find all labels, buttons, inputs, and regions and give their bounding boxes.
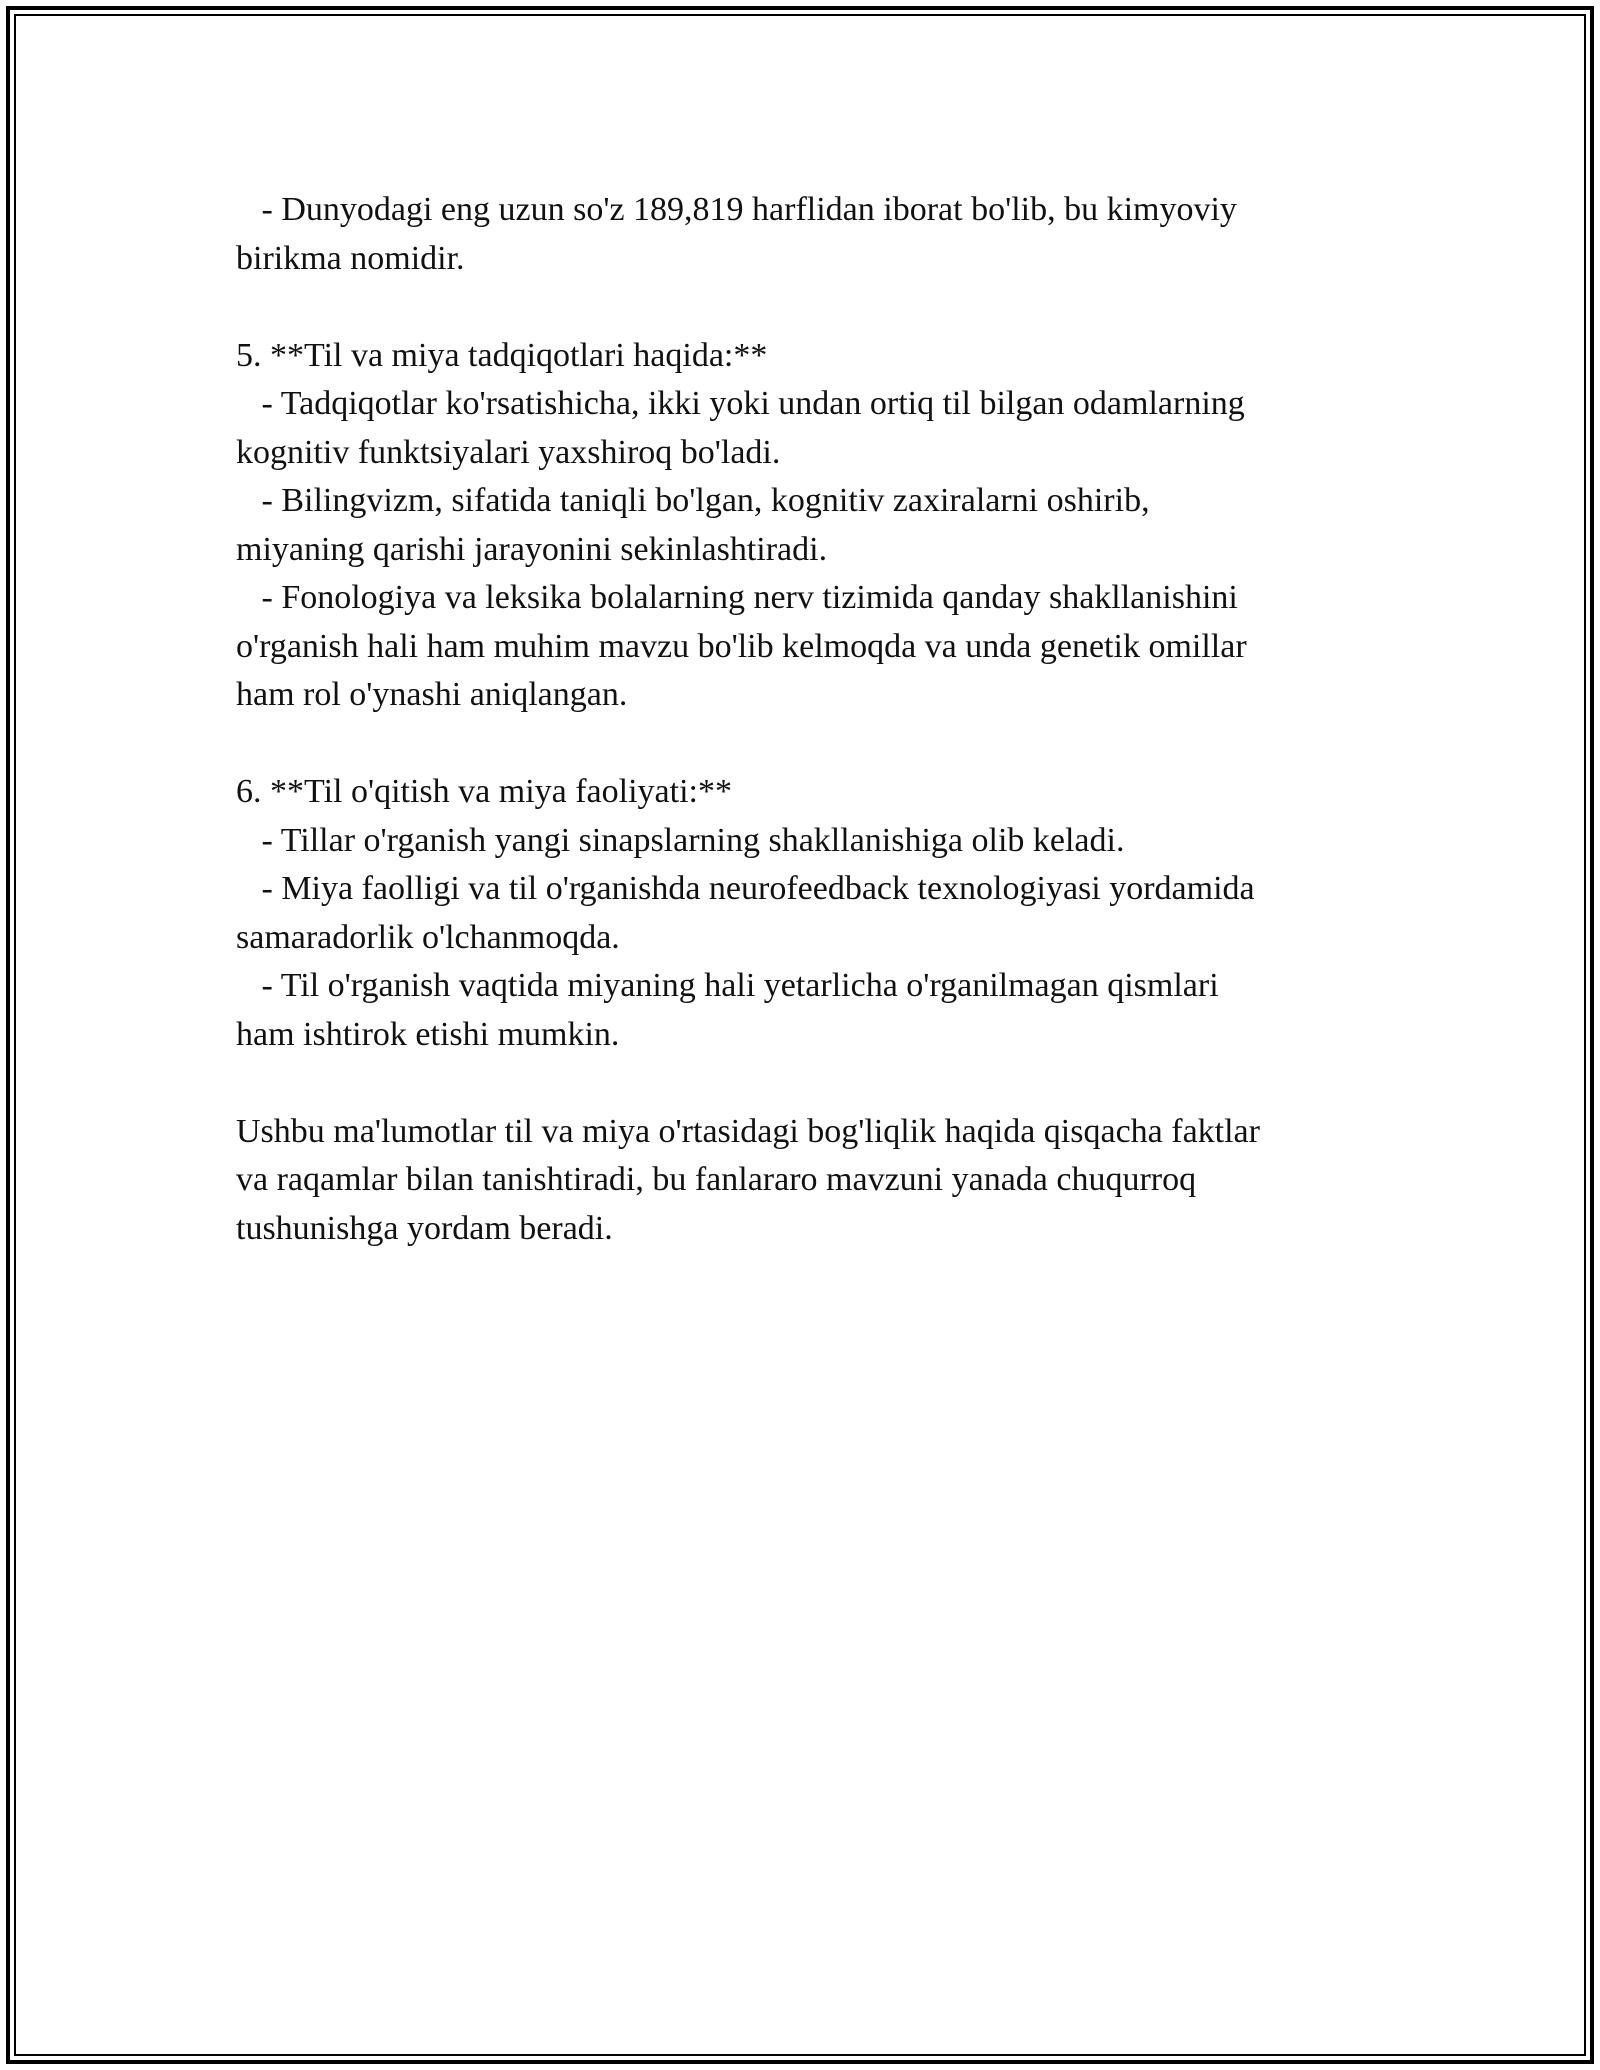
text-line: tushunishga yordam beradi.: [236, 1209, 613, 1247]
section-heading: 5. **Til va miya tadqiqotlari haqida:**: [236, 336, 768, 374]
section-language-brain-research: [236, 332, 1366, 720]
text-line: - Dunyodagi eng uzun so'z 189,819 harflidan iborat bo'lib, bu kimyoviy: [236, 191, 1237, 228]
section-language-teaching-brain-activity: [236, 768, 1366, 1059]
text-line: - Fonologiya va leksika bolalarning nerv tizimida qanday shakllanishini: [236, 579, 1238, 616]
document-body: [236, 186, 1366, 1253]
text-line: - Tillar o'rganish yangi sinapslarning shakllanishiga olib keladi.: [236, 821, 1125, 859]
text-line: kognitiv funktsiyalari yaxshiroq bo'ladi.: [236, 433, 781, 471]
text-line: samaradorlik o'lchanmoqda.: [236, 918, 620, 956]
paragraph-conclusion: [236, 1108, 1366, 1254]
paragraph-word-fact: [236, 186, 1366, 283]
text-line: - Til o'rganish vaqtida miyaning hali yetarlicha o'rganilmagan qismlari: [236, 967, 1219, 1004]
text-line: - Tadqiqotlar ko'rsatishicha, ikki yoki undan ortiq til bilgan odamlarning: [236, 385, 1245, 422]
text-line: - Bilingvizm, sifatida taniqli bo'lgan, kognitiv zaxiralarni oshirib,: [236, 482, 1150, 519]
text-line: miyaning qarishi jarayonini sekinlashtiradi.: [236, 530, 828, 568]
text-line: - Miya faolligi va til o'rganishda neurofeedback texnologiyasi yordamida: [236, 870, 1255, 907]
paragraph-gap: [236, 720, 1366, 769]
text-line: birikma nomidir.: [236, 239, 465, 277]
text-line: va raqamlar bilan tanishtiradi, bu fanlararo mavzuni yanada chuqurroq: [236, 1161, 1197, 1198]
text-line: o'rganish hali ham muhim mavzu bo'lib kelmoqda va unda genetik omillar: [236, 627, 1247, 665]
text-line: Ushbu ma'lumotlar til va miya o'rtasidagi bog'liqlik haqida qisqacha faktlar: [236, 1112, 1260, 1150]
section-heading: 6. **Til o'qitish va miya faoliyati:**: [236, 773, 732, 810]
text-line: ham ishtirok etishi mumkin.: [236, 1015, 620, 1053]
paragraph-gap: [236, 1059, 1366, 1108]
text-line: ham rol o'ynashi aniqlangan.: [236, 676, 628, 713]
paragraph-gap: [236, 283, 1366, 332]
